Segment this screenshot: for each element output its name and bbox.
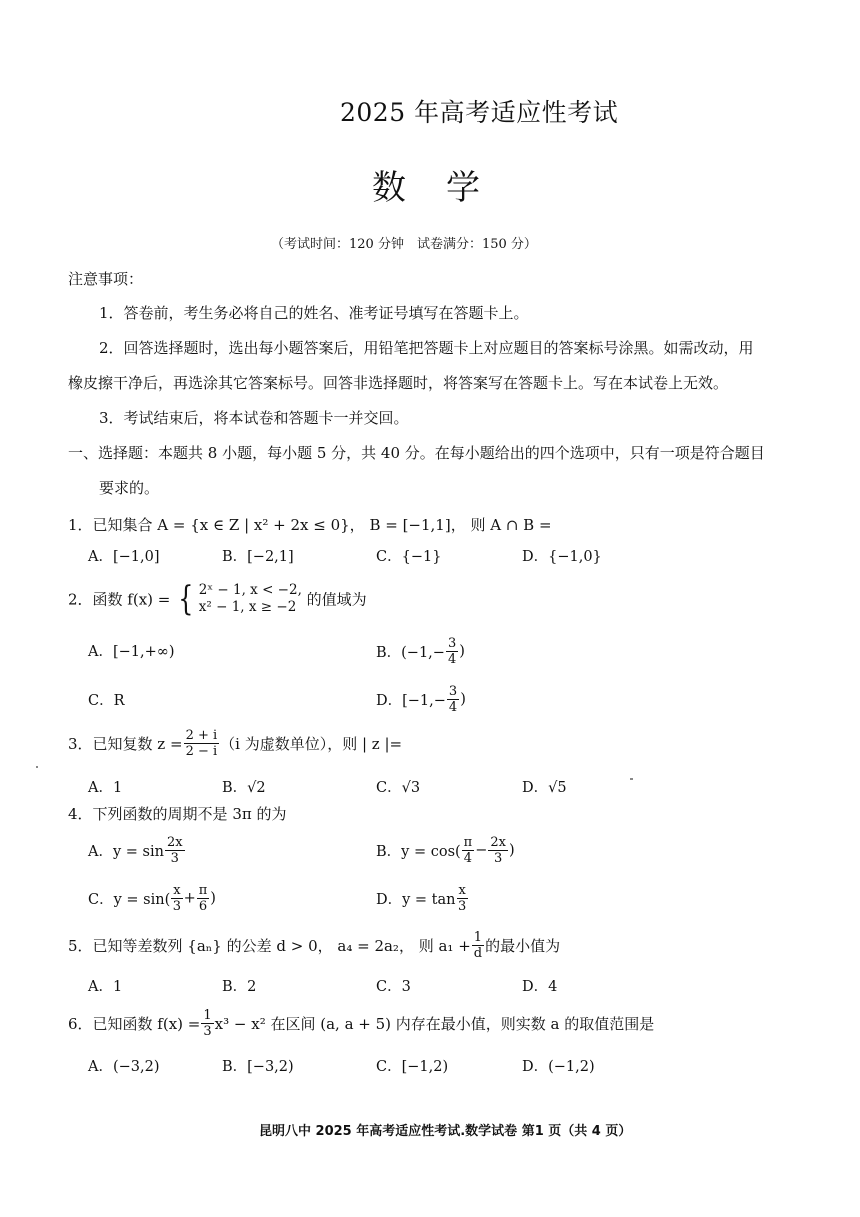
notice-item-2-line-2: 橡皮擦干净后，再选涂其它答案标号。回答非选择题时，将答案写在答题卡上。写在本试卷上无效。	[68, 374, 729, 392]
question-6-option-c: C．[−1,2)	[376, 1059, 449, 1075]
section-heading-line-2: 要求的。	[99, 479, 160, 497]
question-2-option-c: C．R	[88, 693, 125, 709]
question-4-option-d: D．y = tan $\frac{x}{3}$	[376, 883, 467, 914]
question-1-option-c: C．{−1}	[376, 549, 442, 565]
notice-item-1: 1．答卷前，考生务必将自己的姓名、准考证号填写在答题卡上。	[99, 304, 529, 322]
question-2-suffix: 的值域为	[306, 590, 367, 609]
notice-item-3: 3．考试结束后，将本试卷和答题卡一并交回。	[99, 409, 409, 427]
question-4-option-c: C．y = sin( $\frac{x}{3}$ + $\frac{\pi}{6}$ )	[88, 883, 216, 914]
question-5-option-a: A．1	[88, 979, 123, 995]
notice-heading: 注意事项：	[68, 270, 144, 288]
question-2-prefix: 2．函数 f(x) =	[68, 590, 171, 609]
notice-item-2-line-1: 2．回答选择题时，选出每小题答案后，用铅笔把答题卡上对应题目的答案标号涂黑。如需改动，用	[99, 339, 754, 357]
piecewise-row-2: x² − 1, x ≥ −2	[198, 599, 297, 615]
question-6-stem: 6．已知函数 f(x) = $\frac{1}{3}$ x³ − x² 在区间 (a, a + 5) 内存在最小值，则实数 a 的取值范围是	[68, 1008, 655, 1039]
question-1-option-b: B．[−2,1]	[222, 549, 294, 565]
exam-meta: （考试时间：120 分钟 试卷满分：150 分）	[271, 237, 537, 252]
question-1-option-d: D．{−1,0}	[522, 549, 602, 565]
question-6-option-a: A．(−3,2)	[88, 1059, 160, 1075]
question-4-stem: 4．下列函数的周期不是 3π 的为	[68, 805, 287, 823]
question-3-option-a: A．1	[88, 780, 123, 796]
question-5-option-b: B．2	[222, 979, 257, 995]
subject-title: 数学	[372, 168, 520, 208]
question-5-option-d: D．4	[522, 979, 558, 995]
piecewise-row-1: 2ˣ − 1, x < −2,	[198, 582, 302, 598]
question-4-option-a: A．y = sin $\frac{2x}{3}$	[88, 835, 183, 866]
question-5-stem: 5．已知等差数列 {aₙ} 的公差 d > 0， a₄ = 2a₂， 则 a₁ + $\frac{1}{d}$ 的最小值为	[68, 930, 561, 961]
question-1-option-a: A．[−1,0]	[88, 549, 160, 565]
brace-icon: {	[178, 579, 194, 619]
question-3-stem: 3．已知复数 z = $\frac{2 + i}{2 - i}$ （i 为虚数单位），则 | z |=	[68, 728, 403, 759]
question-2-option-a: A．[−1,+∞)	[88, 644, 175, 660]
question-4-option-b: B．y = cos( $\frac{\pi}{4}$ − $\frac{2x}{3}$ )	[376, 835, 515, 866]
question-6-option-b: B．[−3,2)	[222, 1059, 294, 1075]
question-6-option-d: D．(−1,2)	[522, 1059, 595, 1075]
question-3-option-b: B．√2	[222, 780, 266, 796]
exam-title: 2025 年高考适应性考试	[340, 98, 619, 127]
page-footer: 昆明八中 2025 年高考适应性考试.数学试卷 第1 页（共 4 页）	[259, 1124, 632, 1139]
question-3-option-c: C．√3	[376, 780, 421, 796]
question-5-option-c: C．3	[376, 979, 411, 995]
question-2-option-d: D．[−1,− $\frac{3}{4}$ )	[376, 684, 466, 715]
scan-speck	[630, 778, 633, 780]
section-heading-line-1: 一、选择题：本题共 8 小题，每小题 5 分，共 40 分。在每小题给出的四个选项中，只有一项是符合题目	[68, 444, 765, 462]
scan-speck	[36, 766, 38, 768]
question-2-option-b: B．(−1,− $\frac{3}{4}$ )	[376, 636, 465, 667]
piecewise-function	[175, 579, 302, 619]
question-2-stem	[68, 579, 367, 619]
question-1-stem: 1．已知集合 A = {x ∈ Z | x² + 2x ≤ 0}， B = [−1,1]， 则 A ∩ B =	[68, 516, 552, 534]
question-3-option-d: D．√5	[522, 780, 567, 796]
